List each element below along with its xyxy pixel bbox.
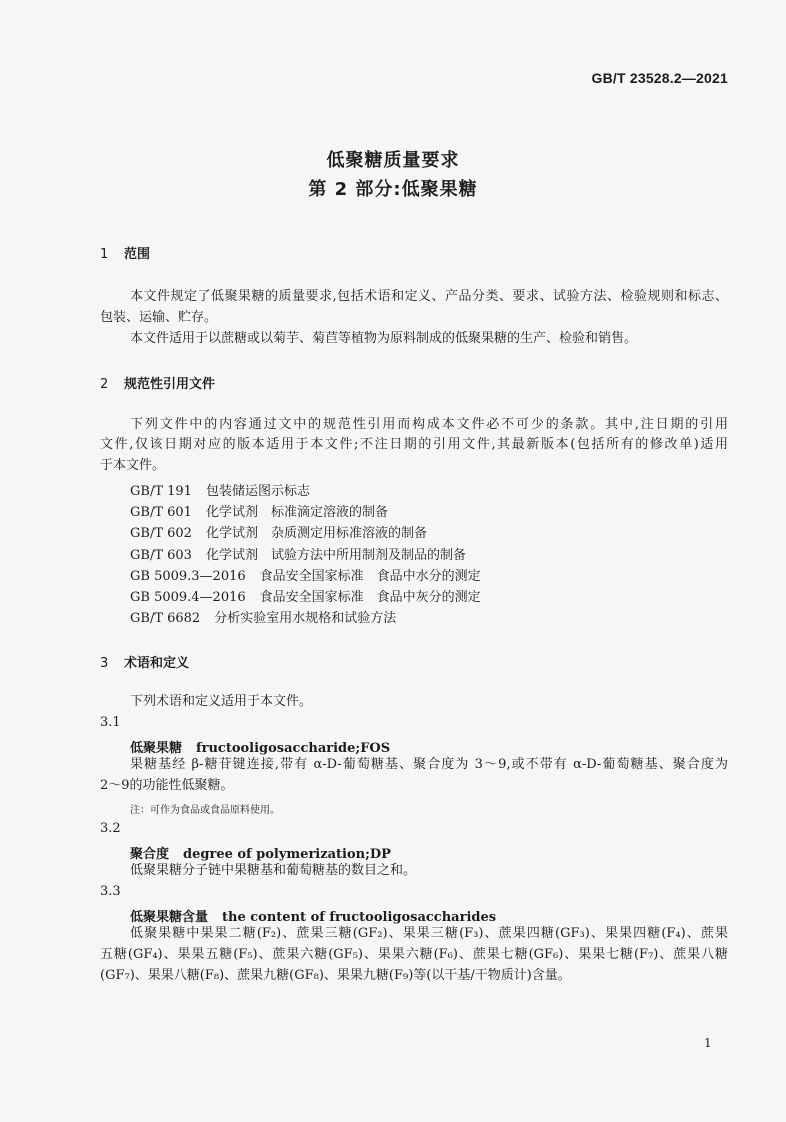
standard-number: GB/T 23528.2—2021 bbox=[591, 70, 728, 86]
section-number: 1 bbox=[100, 247, 109, 262]
paragraph-line: 包装、运输、贮存。 bbox=[100, 310, 218, 325]
term-number: 3.3 bbox=[100, 884, 121, 899]
term-heading bbox=[130, 906, 496, 925]
reference-title: 食品安全国家标准 食品中灰分的测定 bbox=[259, 590, 481, 605]
term-heading bbox=[130, 843, 391, 862]
definition-line: 果糖基经 β-糖苷键连接,带有 α-D-葡萄糖基、聚合度为 3～9,或不带有 α-D-葡萄糖基、聚合度为 bbox=[130, 757, 728, 772]
reference-code: GB 5009.4—2016 bbox=[130, 590, 246, 605]
definition-line: 低聚果糖中果果二糖(F₂)、蔗果三糖(GF₂)、果果三糖(F₃)、蔗果四糖(GF₃)、果果四糖(F₄)、蔗果 bbox=[130, 926, 728, 941]
reference-item bbox=[130, 544, 466, 563]
note: 注：可作为食品或食品原料使用。 bbox=[130, 805, 280, 816]
paragraph: 下列术语和定义适用于本文件。 bbox=[130, 694, 313, 709]
paragraph: 本文件适用于以蔗糖或以菊芋、菊苣等植物为原料制成的低聚果糖的生产、检验和销售。 bbox=[130, 331, 638, 346]
definition-line: 2～9的功能性低聚糖。 bbox=[100, 778, 234, 793]
section-title: 规范性引用文件 bbox=[124, 377, 216, 392]
reference-item bbox=[130, 586, 481, 605]
document-title: 低聚糖质量要求 bbox=[326, 150, 460, 171]
term-zh: 低聚果糖含量 bbox=[130, 910, 209, 925]
reference-item bbox=[130, 522, 427, 541]
section-2-heading bbox=[100, 373, 215, 392]
definition: 低聚果糖分子链中果糖基和葡萄糖基的数目之和。 bbox=[130, 863, 417, 878]
reference-title: 包装储运图示标志 bbox=[205, 484, 310, 499]
reference-code: GB/T 6682 bbox=[130, 611, 201, 626]
paragraph-line: 下列文件中的内容通过文中的规范性引用而构成本文件必不可少的条款。其中,注日期的引用 bbox=[130, 417, 728, 432]
page-number: 1 bbox=[704, 1036, 712, 1050]
term-en: degree of polymerization;DP bbox=[183, 847, 391, 862]
reference-code: GB/T 191 bbox=[130, 484, 192, 499]
term-number: 3.2 bbox=[100, 821, 121, 836]
term-number: 3.1 bbox=[100, 715, 121, 730]
term-heading bbox=[130, 737, 390, 756]
section-title: 术语和定义 bbox=[124, 656, 190, 671]
reference-title: 化学试剂 杂质测定用标准溶液的制备 bbox=[205, 526, 427, 541]
reference-item bbox=[130, 565, 481, 584]
section-title: 范围 bbox=[124, 247, 151, 262]
reference-code: GB/T 601 bbox=[130, 505, 192, 520]
section-number: 3 bbox=[100, 656, 109, 671]
definition-line: 五糖(GF₄)、果果五糖(F₅)、蔗果六糖(GF₅)、果果六糖(F₆)、蔗果七糖(GF₆)、果果七糖(F₇)、蔗果八糖 bbox=[100, 947, 728, 962]
paragraph-line: 于本文件。 bbox=[100, 458, 166, 473]
reference-item bbox=[130, 501, 388, 520]
document-subtitle: 第 2 部分:低聚果糖 bbox=[308, 179, 478, 200]
reference-code: GB 5009.3—2016 bbox=[130, 569, 246, 584]
reference-code: GB/T 603 bbox=[130, 548, 192, 563]
reference-item bbox=[130, 480, 310, 499]
term-zh: 聚合度 bbox=[130, 847, 170, 862]
reference-item bbox=[130, 607, 396, 626]
term-en: fructooligosaccharide;FOS bbox=[196, 741, 391, 756]
paragraph-line: 文件,仅该日期对应的版本适用于本文件;不注日期的引用文件,其最新版本(包括所有的修改单)适用 bbox=[100, 437, 728, 452]
reference-code: GB/T 602 bbox=[130, 526, 192, 541]
reference-title: 化学试剂 试验方法中所用制剂及制品的制备 bbox=[205, 548, 466, 563]
reference-title: 化学试剂 标准滴定溶液的制备 bbox=[205, 505, 388, 520]
term-en: the content of fructooligosaccharides bbox=[222, 910, 497, 925]
reference-title: 食品安全国家标准 食品中水分的测定 bbox=[259, 569, 481, 584]
reference-title: 分析实验室用水规格和试验方法 bbox=[214, 611, 397, 626]
section-1-heading bbox=[100, 243, 150, 262]
section-3-heading bbox=[100, 652, 189, 671]
term-zh: 低聚果糖 bbox=[130, 741, 183, 756]
definition-line: (GF₇)、果果八糖(F₈)、蔗果九糖(GF₈)、果果九糖(F₉)等(以干基/干物质计)含量。 bbox=[100, 968, 571, 983]
section-number: 2 bbox=[100, 377, 109, 392]
paragraph-line: 本文件规定了低聚果糖的质量要求,包括术语和定义、产品分类、要求、试验方法、检验规则和标志、 bbox=[130, 289, 728, 304]
